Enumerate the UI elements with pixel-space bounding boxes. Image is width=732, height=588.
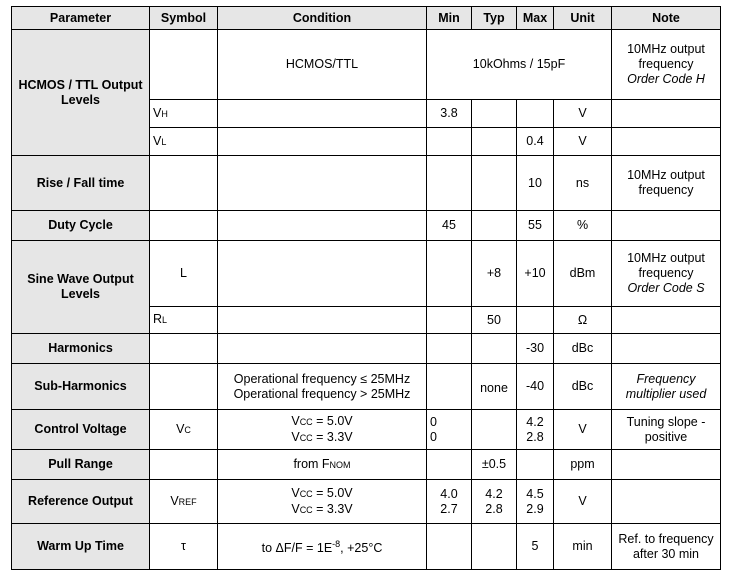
header-row [12,7,721,30]
cell-empty [427,334,472,364]
symbol-rl [150,307,218,334]
sine-max: +10 [517,241,554,307]
note-sine-ordercode: Order Code S [627,281,705,295]
cell-empty [612,211,721,241]
note-sine-line1: 10MHz output frequency [627,251,705,280]
warmup-cond-post: , +25°C [340,541,383,556]
symbol-vl-sub: L [161,136,167,147]
symbol-vc [150,410,218,450]
pull-unit: ppm [554,450,612,480]
vcc-sub: CC [299,488,313,499]
cell-empty [427,156,472,211]
symbol-l: L [150,241,218,307]
refout-min-1: 4.0 [440,486,458,501]
warmup-max: 5 [517,524,554,570]
cell-empty [427,450,472,480]
header-note: Note [612,7,721,30]
table-row [12,364,721,410]
control-max-1: 4.2 [526,414,544,429]
table-row [12,156,721,211]
pull-from: from F [293,456,330,471]
refout-typ [472,480,517,524]
param-hcmos-ttl: HCMOS / TTL Output Levels [12,30,150,156]
cell-empty [612,334,721,364]
cell-empty [427,524,472,570]
param-duty-cycle: Duty Cycle [12,211,150,241]
condition-refout-line1 [221,486,423,502]
cell-empty [472,410,517,450]
cell-empty [472,128,517,156]
symbol-vref-main: V [170,493,179,508]
rl-typ: 50 [472,307,517,334]
condition-refout-line2 [221,502,423,518]
cell-empty [612,307,721,334]
warmup-cond-exp: -8 [332,538,341,549]
symbol-tau: τ [150,524,218,570]
harmonics-unit: dBc [554,334,612,364]
cell-empty [150,364,218,410]
table-row [12,334,721,364]
cell-empty [517,450,554,480]
duty-min: 45 [427,211,472,241]
header-symbol: Symbol [150,7,218,30]
vh-min: 3.8 [427,100,472,128]
header-min: Min [427,7,472,30]
note-warmup: Ref. to frequency after 30 min [612,524,721,570]
vl-max: 0.4 [517,128,554,156]
header-typ: Typ [472,7,517,30]
vcc-label: V [291,429,300,444]
note-hcmos-ordercode: Order Code H [627,72,705,86]
cell-empty [472,334,517,364]
refout-typ-1: 4.2 [485,486,503,501]
refout-min-2: 2.7 [440,501,458,516]
vcc-sub: CC [299,432,313,443]
cell-empty [517,100,554,128]
cell-empty [150,334,218,364]
control-max-2: 2.8 [526,429,544,444]
rise-max: 10 [517,156,554,211]
cell-empty [517,307,554,334]
warmup-cond-pre: to ΔF/F = 1E [261,541,333,556]
symbol-vl-main: V [153,133,162,148]
cell-empty [427,307,472,334]
vcc-label: V [291,413,300,428]
condition-control-line1 [221,414,423,430]
rl-unit: Ω [554,307,612,334]
refout-max [517,480,554,524]
cell-empty [218,156,427,211]
symbol-rl-main: R [153,312,163,326]
cell-empty [612,480,721,524]
vcc-sub: CC [299,416,313,427]
control-min-1: 0 [430,414,437,429]
header-parameter: Parameter [12,7,150,30]
cell-empty [612,450,721,480]
pull-typ: ±0.5 [472,450,517,480]
cell-empty [150,211,218,241]
cell-empty [218,128,427,156]
warmup-unit: min [554,524,612,570]
param-sine-wave: Sine Wave Output Levels [12,241,150,334]
vcc-value: = 5.0V [312,413,353,428]
refout-unit: V [554,480,612,524]
param-warm-up-time: Warm Up Time [12,524,150,570]
symbol-vc-sub: C [184,424,191,435]
table-row [12,450,721,480]
control-min [427,410,472,450]
cell-empty [472,211,517,241]
cell-empty [427,241,472,307]
symbol-vc-main: V [176,421,185,436]
header-unit: Unit [554,7,612,30]
symbol-vl [150,128,218,156]
param-reference-output: Reference Output [12,480,150,524]
table-row [12,211,721,241]
condition-hcmos: HCMOS/TTL [218,30,427,100]
vl-unit: V [554,128,612,156]
cell-empty [472,156,517,211]
param-pull-range: Pull Range [12,450,150,480]
note-rise: 10MHz output frequency [612,156,721,211]
cell-empty [612,128,721,156]
symbol-vh-main: V [153,105,162,120]
specifications-table [11,6,721,570]
refout-min [427,480,472,524]
sine-unit: dBm [554,241,612,307]
control-max [517,410,554,450]
note-control: Tuning slope - positive [612,410,721,450]
subharm-unit: dBc [554,364,612,410]
vcc-label: V [291,501,300,516]
vh-unit: V [554,100,612,128]
condition-pull [218,450,427,480]
param-rise-fall: Rise / Fall time [12,156,150,211]
param-harmonics: Harmonics [12,334,150,364]
refout-typ-2: 2.8 [485,501,503,516]
cell-empty [150,450,218,480]
cell-empty [427,128,472,156]
vcc-sub: CC [299,504,313,515]
sine-typ: +8 [472,241,517,307]
note-hcmos [612,30,721,100]
note-sine [612,241,721,307]
note-hcmos-line1: 10MHz output frequency [627,42,705,71]
table-row [12,30,721,100]
header-condition: Condition [218,7,427,30]
load-hcmos: 10kOhms / 15pF [427,30,612,100]
condition-control [218,410,427,450]
table-row [12,241,721,307]
cell-empty [218,334,427,364]
control-unit: V [554,410,612,450]
header-max: Max [517,7,554,30]
cell-empty [472,100,517,128]
subharm-max: -40 [517,364,554,410]
condition-refout [218,480,427,524]
symbol-vref [150,480,218,524]
subharm-typ: none [472,364,517,410]
condition-subharm-line1: Operational frequency ≤ 25MHz [233,371,411,386]
cell-empty [218,211,427,241]
cell-empty [472,524,517,570]
cell-empty [218,241,427,307]
duty-unit: % [554,211,612,241]
note-subharm: Frequency multiplier used [612,364,721,410]
control-min-2: 0 [430,429,437,444]
symbol-rl-sub: L [162,315,168,325]
pull-nom: NOM [329,459,351,470]
condition-warmup [218,524,427,570]
rise-unit: ns [554,156,612,211]
vcc-value: = 3.3V [312,501,353,516]
condition-subharm [218,364,427,410]
condition-subharm-line2: Operational frequency > 25MHz [233,386,411,401]
symbol-vh [150,100,218,128]
table-row [12,410,721,450]
condition-control-line2 [221,430,423,446]
cell-empty [218,307,427,334]
vcc-value: = 5.0V [312,485,353,500]
cell-empty [427,364,472,410]
param-control-voltage: Control Voltage [12,410,150,450]
vcc-label: V [291,485,300,500]
refout-max-1: 4.5 [526,486,544,501]
table-row [12,524,721,570]
symbol-vref-sub: REF [178,496,197,507]
symbol-vh-sub: H [161,108,168,119]
cell-empty [612,100,721,128]
vcc-value: = 3.3V [312,429,353,444]
harmonics-max: -30 [517,334,554,364]
table-row [12,480,721,524]
cell-empty [150,156,218,211]
duty-max: 55 [517,211,554,241]
cell-empty [218,100,427,128]
param-sub-harmonics: Sub-Harmonics [12,364,150,410]
cell-empty [150,30,218,100]
refout-max-2: 2.9 [526,501,544,516]
